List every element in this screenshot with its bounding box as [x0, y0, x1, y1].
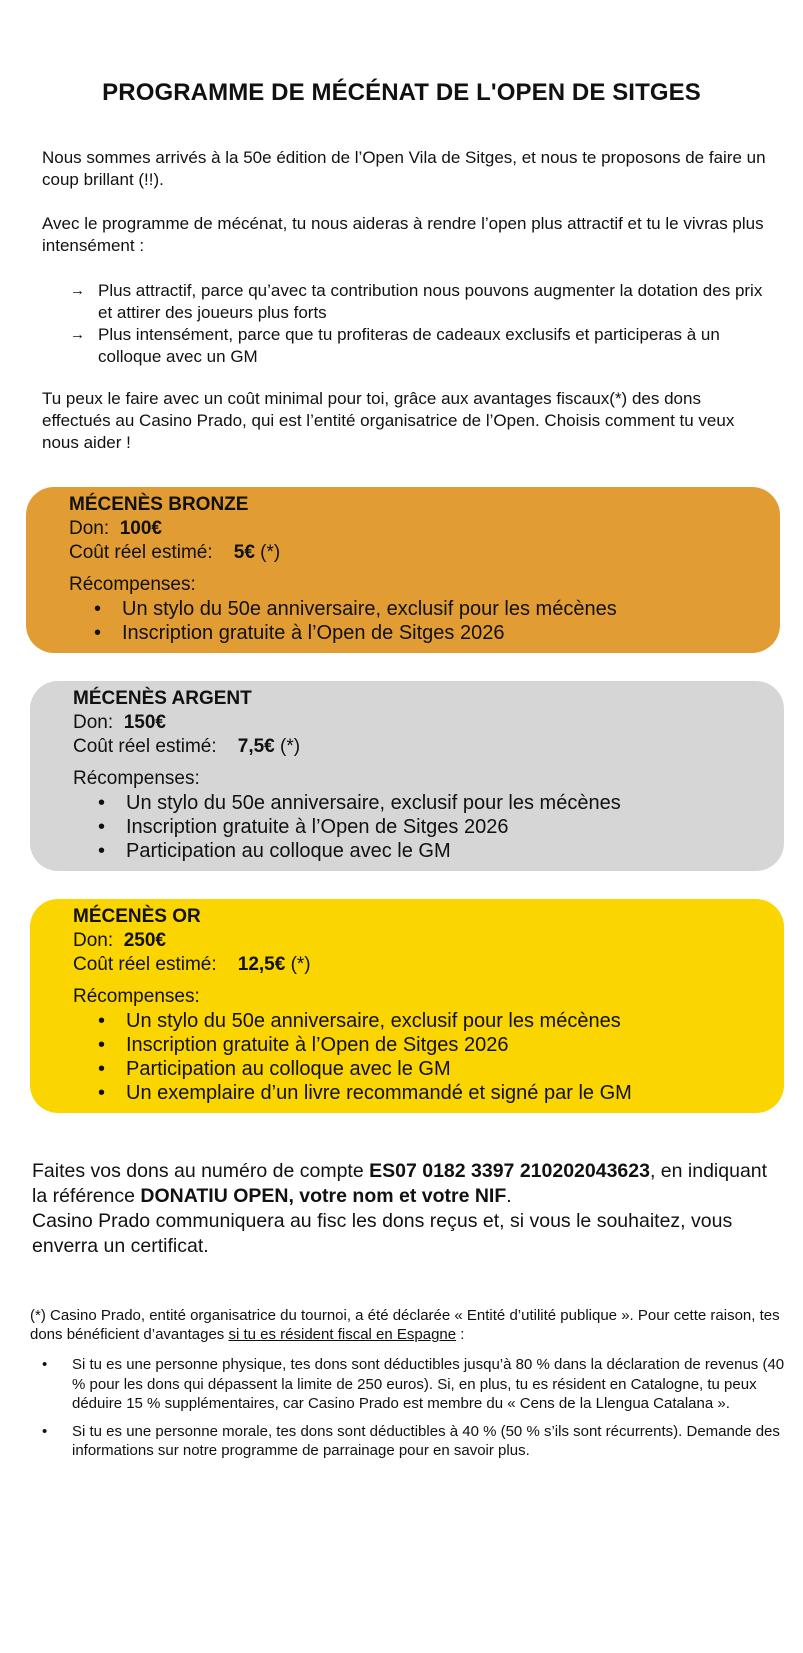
- page-title: PROGRAMME DE MÉCÉNAT DE L'OPEN DE SITGES: [102, 79, 701, 106]
- reward-item: • Inscription gratuite à l’Open de Sitges 2026: [69, 621, 617, 645]
- benefits-item: [70, 280, 772, 324]
- don-value: 250€: [123, 930, 166, 951]
- bank-account-number: ES07 0182 3397 210202043623: [369, 1160, 650, 1182]
- cost-note: (*): [260, 542, 281, 563]
- don-label: Don:: [73, 712, 114, 733]
- benefits-item-text: Plus attractif, parce qu’avec ta contribution nous pouvons augmenter la dotation des prix et attirer des joueurs plus forts: [98, 281, 763, 322]
- don-value: 100€: [119, 518, 162, 539]
- footnote-item: • Si tu es une personne morale, tes dons sont déductibles à 40 % (50 % s’ils sont récurrents). Demande des informations sur notre programme de parrainage pour en savoir plus.: [30, 1422, 788, 1461]
- cost-value: 5€: [233, 542, 255, 563]
- intro-paragraph-3: Tu peux le faire avec un coût minimal pour toi, grâce aux avantages fiscaux(*) des dons effectués au Casino Prado, qui est l’entité organisatrice de l’Open. Choisis comment tu veux nous aider !: [42, 389, 735, 452]
- benefits-list: [70, 280, 772, 368]
- rewards-label: Récompenses:: [69, 574, 196, 595]
- reward-item: • Un stylo du 50e anniversaire, exclusif pour les mécènes: [69, 597, 617, 621]
- reward-item: • Un exemplaire d’un livre recommandé et signé par le GM: [73, 1081, 632, 1105]
- don-label: Don:: [73, 930, 114, 951]
- footnote: [30, 1306, 788, 1344]
- cost-line: [73, 735, 621, 759]
- footnote-list: [30, 1355, 788, 1469]
- rewards-label: Récompenses:: [73, 986, 200, 1007]
- cost-line: [73, 953, 632, 977]
- reward-item: • Un stylo du 50e anniversaire, exclusif pour les mécènes: [73, 791, 621, 815]
- footnote-text: (*) Casino Prado, entité organisatrice du tournoi, a été déclarée « Entité d’utilité publique ». Pour cette raison, tes dons bénéficient d’avantages: [30, 1307, 780, 1343]
- reward-item: • Inscription gratuite à l’Open de Sitges 2026: [73, 1033, 632, 1057]
- bank-reference: DONATIU OPEN, votre nom et votre NIF: [140, 1185, 507, 1207]
- bank-text: , en indiquant la référence: [32, 1160, 768, 1207]
- cost-label: Coût réel estimé:: [73, 954, 217, 975]
- cost-note: (*): [290, 954, 311, 975]
- tier-name: MÉCENÈS ARGENT: [73, 688, 252, 709]
- cost-note: (*): [280, 736, 301, 757]
- bank-instructions: [32, 1159, 777, 1259]
- footnote-text: :: [456, 1326, 465, 1343]
- cost-label: Coût réel estimé:: [69, 542, 213, 563]
- tier-card-gold: [30, 899, 784, 1113]
- tier-card-bronze: [26, 487, 780, 653]
- tier-name: MÉCENÈS OR: [73, 906, 201, 927]
- rewards-label: Récompenses:: [73, 768, 200, 789]
- reward-item: • Participation au colloque avec le GM: [73, 1057, 632, 1081]
- intro-paragraph-2: Avec le programme de mécénat, tu nous aideras à rendre l’open plus attractif et tu le vivras plus intensément :: [42, 214, 764, 255]
- bank-text: Faites vos dons au numéro de compte: [32, 1160, 370, 1182]
- rewards-list: [69, 597, 617, 645]
- cost-value: 12,5€: [237, 954, 286, 975]
- arrow-right-icon: →: [70, 326, 85, 343]
- cost-line: [69, 541, 617, 565]
- tier-name: MÉCENÈS BRONZE: [69, 494, 249, 515]
- don-line: [73, 711, 621, 735]
- arrow-right-icon: →: [70, 282, 85, 299]
- reward-item: • Un stylo du 50e anniversaire, exclusif pour les mécènes: [73, 1009, 632, 1033]
- benefits-item-text: Plus intensément, parce que tu profiteras de cadeaux exclusifs et participeras à un colloque avec un GM: [98, 325, 720, 366]
- bank-certificate-text: Casino Prado communiquera au fisc les dons reçus et, si vous le souhaitez, vous enverra un certificat.: [32, 1210, 733, 1257]
- reward-item: • Participation au colloque avec le GM: [73, 839, 621, 863]
- benefits-item: [70, 324, 772, 368]
- don-line: [69, 517, 617, 541]
- reward-item: • Inscription gratuite à l’Open de Sitges 2026: [73, 815, 621, 839]
- rewards-list: [73, 791, 621, 863]
- don-line: [73, 929, 632, 953]
- don-label: Don:: [69, 518, 110, 539]
- bank-text: .: [506, 1185, 512, 1207]
- intro-paragraph-1: Nous sommes arrivés à la 50e édition de l’Open Vila de Sitges, et nous te proposons de faire un coup brillant (!!).: [42, 148, 766, 189]
- don-value: 150€: [123, 712, 166, 733]
- footnote-item: • Si tu es une personne physique, tes dons sont déductibles jusqu’à 80 % dans la déclaration de revenus (40 % pour les dons qui dépassent la limite de 250 euros). Si, en plus, tu es résident en Catalogne, tu peux déduire 15 % supplémentaires, car Casino Prado est membre du « Cens de la Llengua Catalana ».: [30, 1355, 788, 1414]
- footnote-underlined: si tu es résident fiscal en Espagne: [228, 1326, 457, 1343]
- rewards-list: [73, 1009, 632, 1105]
- tier-card-silver: [30, 681, 784, 871]
- cost-label: Coût réel estimé:: [73, 736, 217, 757]
- cost-value: 7,5€: [237, 736, 275, 757]
